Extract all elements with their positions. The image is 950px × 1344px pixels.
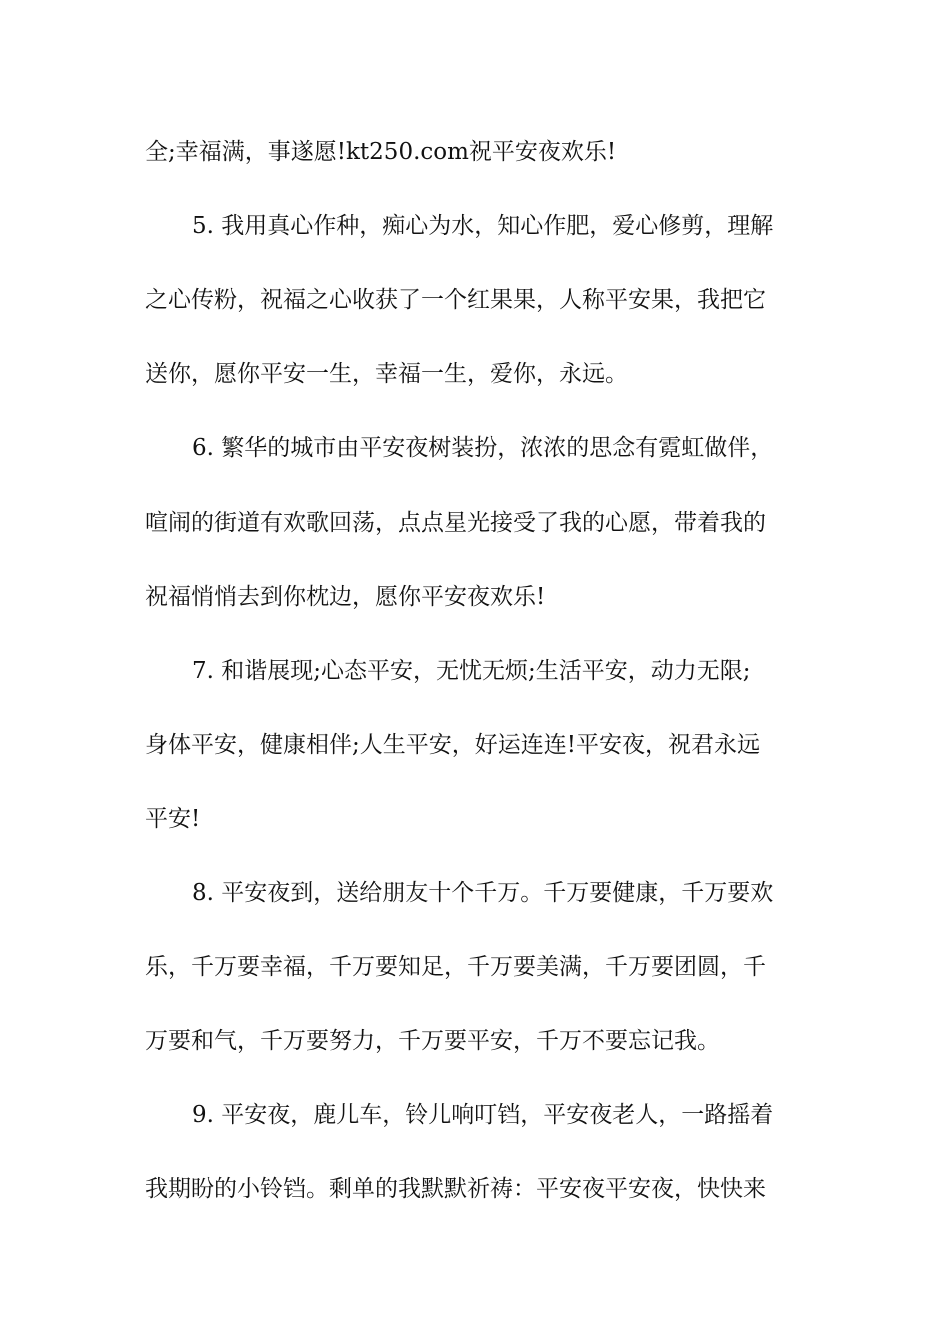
paragraph-5-first-line: 5. 我用真心作种，痴心为水，知心作肥，爱心修剪，理解 bbox=[192, 213, 774, 239]
text-line: 我期盼的小铃铛。剩单的我默默祈祷：平安夜平安夜，快快来 bbox=[145, 1176, 766, 1202]
text-line: 之心传粉，祝福之心收获了一个红果果，人称平安果，我把它 bbox=[145, 287, 766, 313]
text-line: 全;幸福满，事遂愿!kt250.com祝平安夜欢乐! bbox=[145, 139, 617, 165]
paragraph-8-first-line: 8. 平安夜到，送给朋友十个千万。千万要健康，千万要欢 bbox=[192, 880, 774, 906]
paragraph-9-first-line: 9. 平安夜，鹿儿车，铃儿响叮铛，平安夜老人，一路摇着 bbox=[192, 1102, 774, 1128]
paragraph-6-first-line: 6. 繁华的城市由平安夜树装扮，浓浓的思念有霓虹做伴， bbox=[192, 435, 774, 461]
text-line: 万要和气，千万要努力，千万要平安，千万不要忘记我。 bbox=[145, 1028, 720, 1054]
text-line: 乐，千万要幸福，千万要知足，千万要美满，千万要团圆，千 bbox=[145, 954, 766, 980]
text-line: 平安! bbox=[145, 806, 201, 832]
text-line: 送你，愿你平安一生，幸福一生，爱你，永远。 bbox=[145, 361, 628, 387]
paragraph-7-first-line: 7. 和谐展现;心态平安，无忧无烦;生活平安，动力无限; bbox=[192, 658, 751, 684]
text-line: 喧闹的街道有欢歌回荡，点点星光接受了我的心愿，带着我的 bbox=[145, 510, 766, 536]
text-line: 身体平安，健康相伴;人生平安，好运连连!平安夜，祝君永远 bbox=[145, 732, 760, 758]
text-line: 祝福悄悄去到你枕边，愿你平安夜欢乐! bbox=[145, 584, 546, 610]
